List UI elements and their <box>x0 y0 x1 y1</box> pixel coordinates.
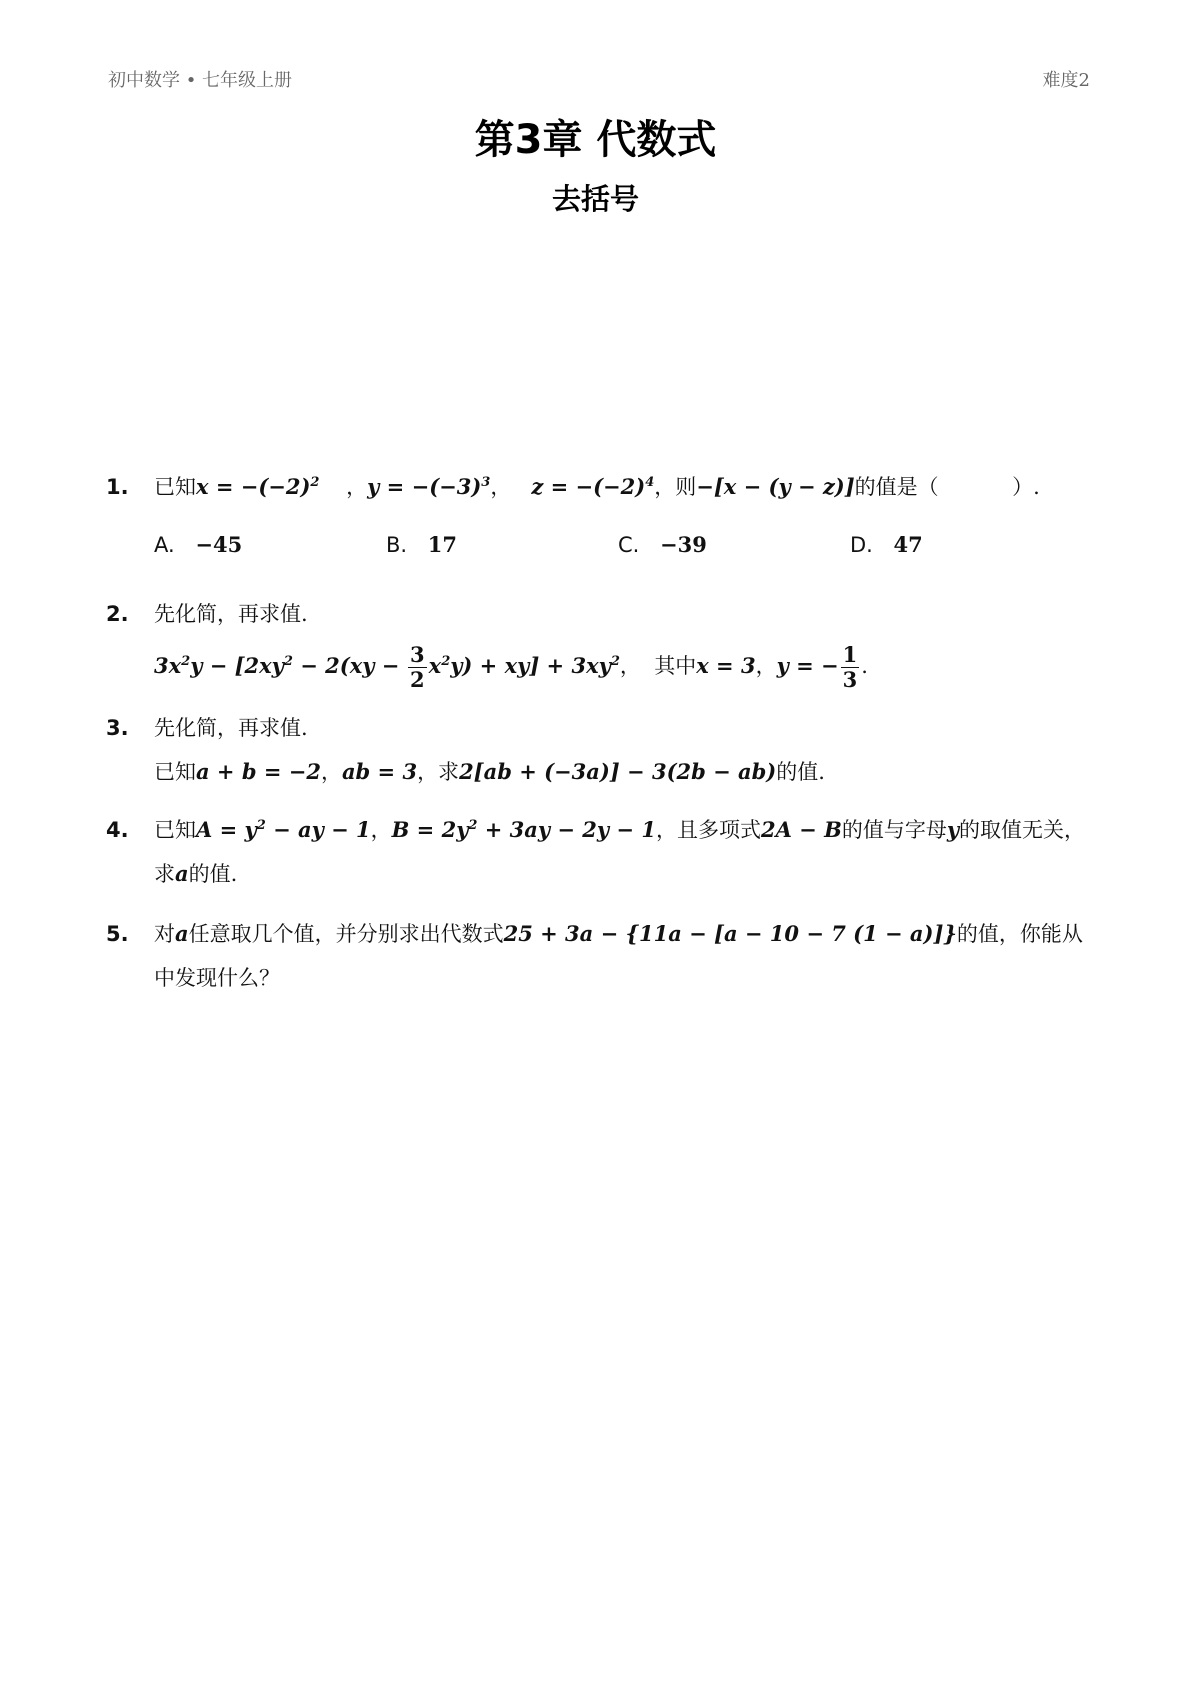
option-value: 47 <box>893 532 923 557</box>
header-difficulty: 难度2 <box>1042 70 1090 91</box>
option-value: −45 <box>195 532 243 557</box>
header-course: 初中数学 • 七年级上册 <box>108 70 293 91</box>
condition: ， 其中x = 3，y = − <box>619 653 839 678</box>
fraction-numerator: 3 <box>410 642 425 667</box>
expression-part: $3x^2y - [2xy^2 - 2(xy$ − <box>154 653 400 678</box>
fraction-denominator: 3 <box>842 667 858 692</box>
question-3 <box>106 706 1096 794</box>
fraction <box>408 643 427 692</box>
question-1 <box>106 465 1096 567</box>
page-subtitle: 去括号 <box>551 182 639 216</box>
option-letter: A. <box>154 533 175 557</box>
question-5 <box>106 912 1096 1000</box>
question-text: 已知$x = -(-2)^2$ ，$y = -(-3)^3$， $z = -(-2)^4$，则−[x − (y − z)]的值是（ ）. <box>154 474 1040 499</box>
option-b[interactable] <box>386 523 618 567</box>
expression-part: $x^2y) + xy] + 3xy^2$ <box>428 653 620 678</box>
expression-end: . <box>861 654 868 678</box>
fraction <box>841 643 860 692</box>
option-a[interactable] <box>154 523 386 567</box>
option-d[interactable] <box>850 523 1082 567</box>
question-2 <box>106 592 1096 696</box>
question-number: 3. <box>106 716 129 740</box>
question-text: 先化简，再求值. <box>154 716 308 740</box>
question-number: 1. <box>106 475 129 499</box>
option-value: 17 <box>427 532 458 557</box>
option-value: −39 <box>660 532 707 557</box>
answer-options <box>154 523 1096 567</box>
option-letter: C. <box>618 533 640 557</box>
option-letter: D. <box>850 533 873 557</box>
question-4 <box>106 808 1096 896</box>
question-number: 2. <box>106 602 129 626</box>
fraction-denominator: 2 <box>410 667 425 692</box>
question-expression <box>154 636 1096 696</box>
question-number: 5. <box>106 922 129 946</box>
option-letter: B. <box>386 533 408 557</box>
question-text: 已知$A = y^2$ − ay − 1，$B = 2y^2 + 3ay - 2y - 1$，且多项式2A − B的值与字母y的取值无关，求a的值. <box>154 817 1086 886</box>
question-text: 先化简，再求值. <box>154 602 308 626</box>
option-c[interactable] <box>618 523 850 567</box>
question-text: 对a任意取几个值，并分别求出代数式25 + 3a − {11a − [a − 10 − 7 (1 − a)]}的值，你能从中发现什么？ <box>154 921 1083 990</box>
page-title: 第3章 代数式 <box>474 117 717 163</box>
question-expression: 已知a + b = −2，ab = 3，求2[ab + (−3a)] − 3(2b − ab)的值. <box>154 759 825 784</box>
fraction-numerator: 1 <box>842 642 858 667</box>
question-number: 4. <box>106 818 129 842</box>
